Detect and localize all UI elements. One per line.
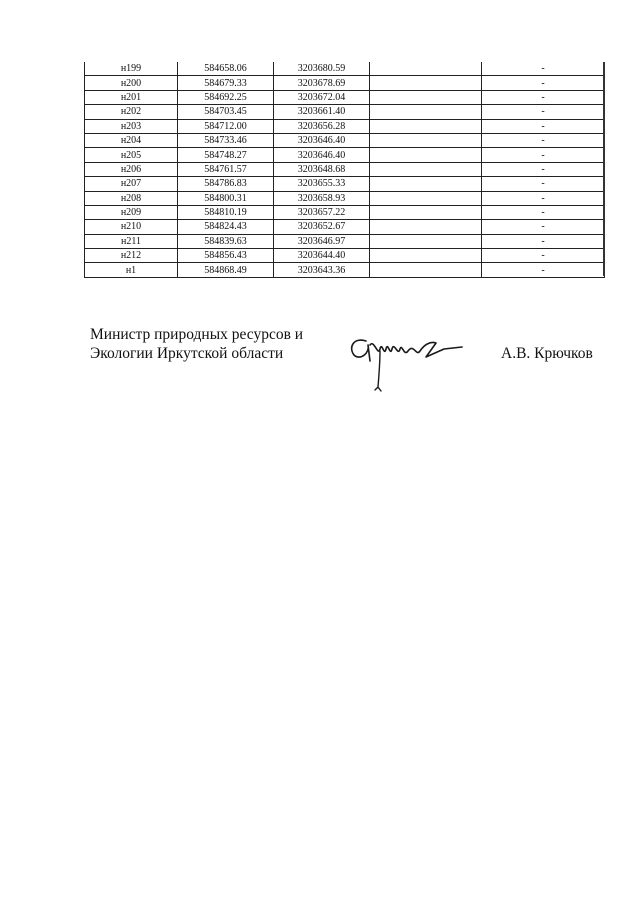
y-coordinate-cell: 3203656.28 (274, 119, 370, 133)
column5-cell: - (482, 105, 605, 119)
column4-cell (370, 177, 482, 191)
table-row (85, 148, 605, 162)
point-cell: н203 (85, 119, 178, 133)
column4-cell (370, 162, 482, 176)
table-row (85, 162, 605, 176)
column4-cell (370, 234, 482, 248)
table-row (85, 191, 605, 205)
x-coordinate-cell: 584733.46 (178, 133, 274, 147)
table-row (85, 105, 605, 119)
column5-cell: - (482, 220, 605, 234)
point-cell: н209 (85, 205, 178, 219)
signatory-title-line2: Экологии Иркутской области (90, 345, 284, 362)
y-coordinate-cell: 3203648.68 (274, 162, 370, 176)
y-coordinate-cell: 3203678.69 (274, 76, 370, 90)
point-cell: н206 (85, 162, 178, 176)
column5-cell: - (482, 62, 605, 76)
column5-cell: - (482, 162, 605, 176)
point-cell: н212 (85, 249, 178, 263)
x-coordinate-cell: 584748.27 (178, 148, 274, 162)
point-cell: н208 (85, 191, 178, 205)
point-cell: н199 (85, 62, 178, 76)
table-row (85, 220, 605, 234)
y-coordinate-cell: 3203661.40 (274, 105, 370, 119)
column4-cell (370, 249, 482, 263)
point-cell: н207 (85, 177, 178, 191)
column5-cell: - (482, 133, 605, 147)
point-cell: н201 (85, 90, 178, 104)
x-coordinate-cell: 584868.49 (178, 263, 274, 277)
x-coordinate-cell: 584703.45 (178, 105, 274, 119)
y-coordinate-cell: 3203672.04 (274, 90, 370, 104)
column4-cell (370, 62, 482, 76)
column4-cell (370, 205, 482, 219)
column4-cell (370, 191, 482, 205)
column4-cell (370, 76, 482, 90)
x-coordinate-cell: 584839.63 (178, 234, 274, 248)
point-cell: н1 (85, 263, 178, 277)
signatory-title-line1: Министр природных ресурсов и (90, 326, 304, 343)
column4-cell (370, 220, 482, 234)
point-cell: н202 (85, 105, 178, 119)
column5-cell: - (482, 205, 605, 219)
x-coordinate-cell: 584800.31 (178, 191, 274, 205)
column5-cell: - (482, 234, 605, 248)
table-row (85, 249, 605, 263)
y-coordinate-cell: 3203652.67 (274, 220, 370, 234)
x-coordinate-cell: 584761.57 (178, 162, 274, 176)
point-cell: н204 (85, 133, 178, 147)
column4-cell (370, 133, 482, 147)
y-coordinate-cell: 3203644.40 (274, 249, 370, 263)
x-coordinate-cell: 584658.06 (178, 62, 274, 76)
column5-cell: - (482, 90, 605, 104)
table-row (85, 133, 605, 147)
table-right-border (603, 62, 605, 276)
table-row (85, 62, 605, 76)
column5-cell: - (482, 119, 605, 133)
table-row (85, 90, 605, 104)
table-row (85, 76, 605, 90)
table-row (85, 177, 605, 191)
y-coordinate-cell: 3203680.59 (274, 62, 370, 76)
table-row (85, 234, 605, 248)
column4-cell (370, 90, 482, 104)
handwritten-signature (344, 327, 466, 395)
column5-cell: - (482, 191, 605, 205)
column5-cell: - (482, 177, 605, 191)
x-coordinate-cell: 584712.00 (178, 119, 274, 133)
x-coordinate-cell: 584692.25 (178, 90, 274, 104)
y-coordinate-cell: 3203655.33 (274, 177, 370, 191)
x-coordinate-cell: 584856.43 (178, 249, 274, 263)
signatory-title (90, 325, 303, 363)
column4-cell (370, 148, 482, 162)
column5-cell: - (482, 148, 605, 162)
column5-cell: - (482, 249, 605, 263)
column5-cell: - (482, 76, 605, 90)
column4-cell (370, 105, 482, 119)
y-coordinate-cell: 3203657.22 (274, 205, 370, 219)
column5-cell: - (482, 263, 605, 277)
y-coordinate-cell: 3203658.93 (274, 191, 370, 205)
point-cell: н200 (85, 76, 178, 90)
coordinates-table-body (85, 62, 605, 277)
x-coordinate-cell: 584679.33 (178, 76, 274, 90)
coordinates-table (84, 62, 605, 278)
y-coordinate-cell: 3203646.97 (274, 234, 370, 248)
column4-cell (370, 263, 482, 277)
signatory-name: А.В. Крючков (501, 345, 593, 362)
point-cell: н210 (85, 220, 178, 234)
y-coordinate-cell: 3203646.40 (274, 148, 370, 162)
y-coordinate-cell: 3203643.36 (274, 263, 370, 277)
x-coordinate-cell: 584810.19 (178, 205, 274, 219)
table-row (85, 119, 605, 133)
y-coordinate-cell: 3203646.40 (274, 133, 370, 147)
point-cell: н211 (85, 234, 178, 248)
table-row (85, 263, 605, 277)
column4-cell (370, 119, 482, 133)
table-row (85, 205, 605, 219)
x-coordinate-cell: 584786.83 (178, 177, 274, 191)
point-cell: н205 (85, 148, 178, 162)
x-coordinate-cell: 584824.43 (178, 220, 274, 234)
